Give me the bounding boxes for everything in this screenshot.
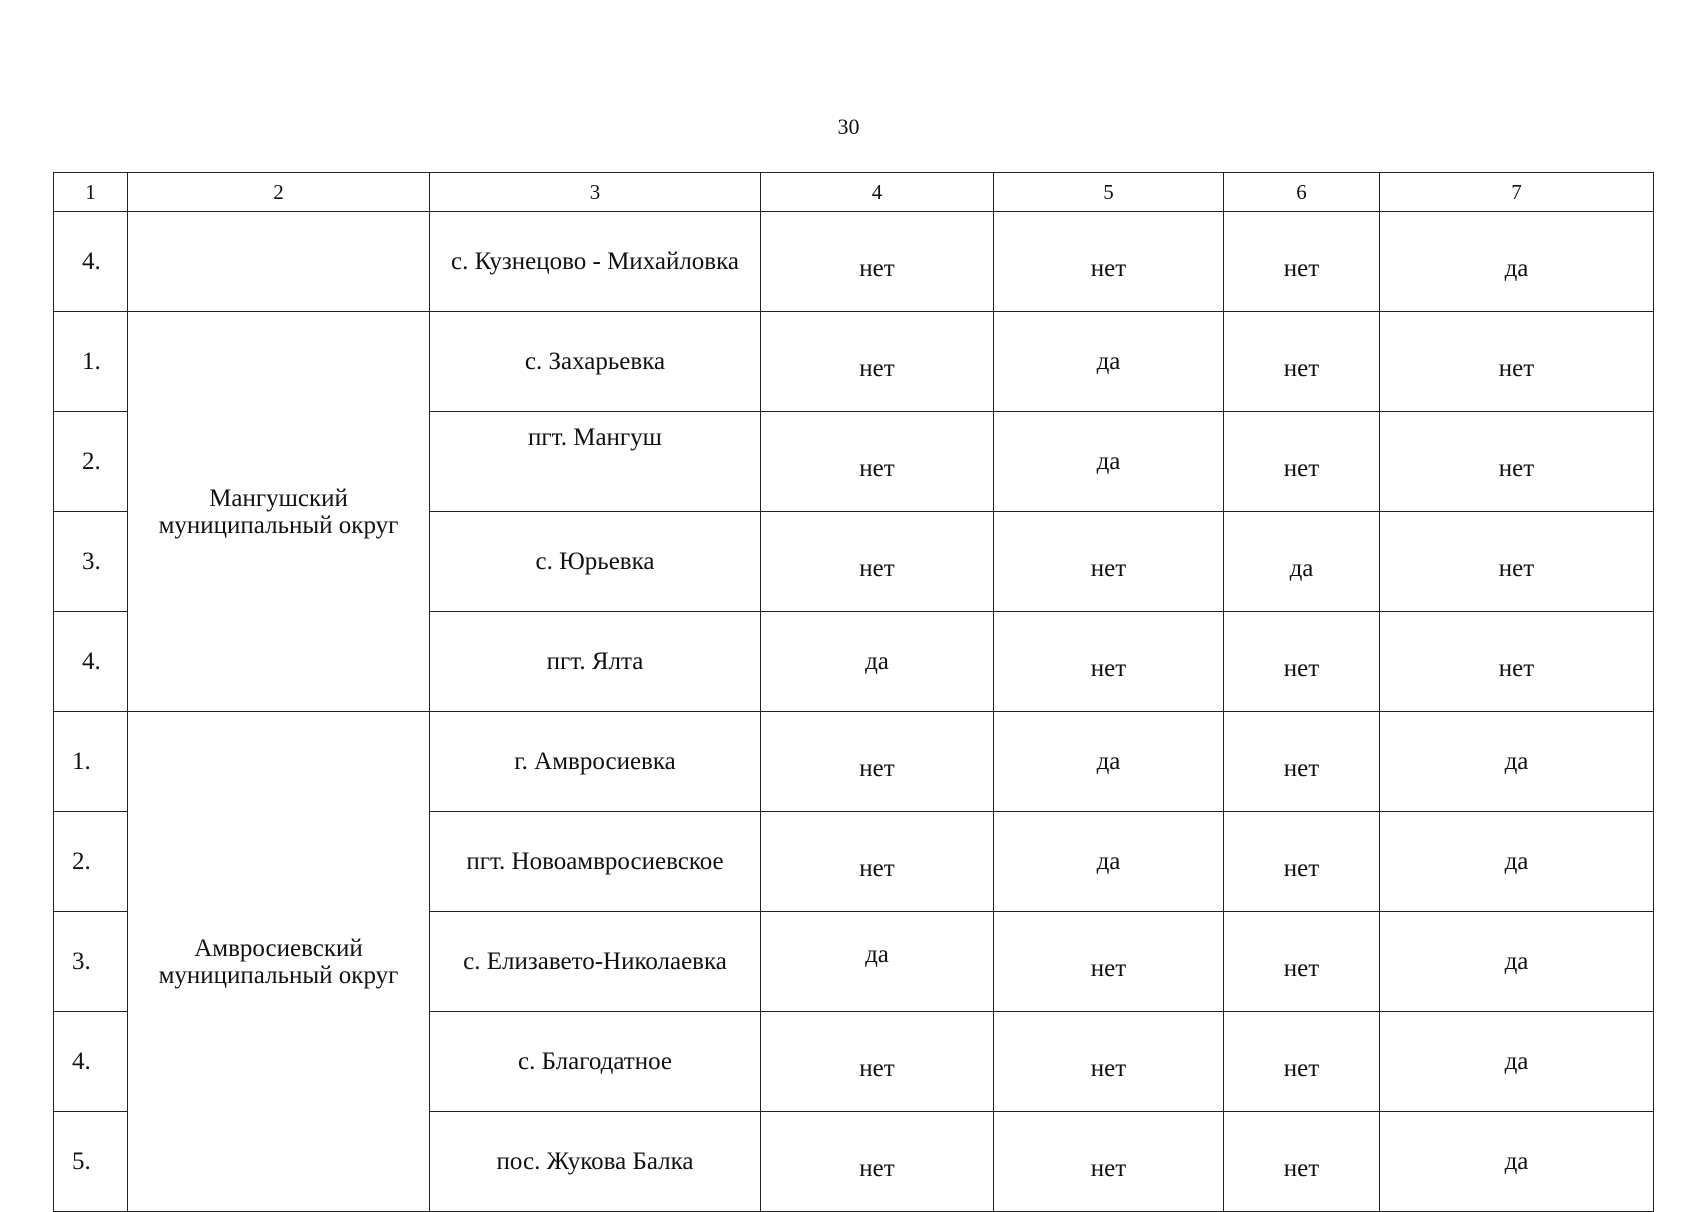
value-col7: нет (1380, 612, 1654, 712)
row-number: 4. (54, 612, 128, 712)
settlement-name: пгт. Новоамвросиевское (430, 812, 761, 912)
table-row (54, 712, 1654, 812)
value-col7: да (1380, 812, 1654, 912)
column-header: 6 (1224, 173, 1380, 212)
value-col4: нет (761, 712, 994, 812)
value-col4: нет (761, 812, 994, 912)
value-col6: нет (1224, 712, 1380, 812)
settlement-name: пгт. Ялта (430, 612, 761, 712)
value-col5: нет (994, 212, 1224, 312)
value-col6: нет (1224, 812, 1380, 912)
value-col6: нет (1224, 312, 1380, 412)
value-col7: нет (1380, 312, 1654, 412)
row-number: 4. (54, 1012, 128, 1112)
value-col4: нет (761, 312, 994, 412)
row-number: 1. (54, 712, 128, 812)
settlement-name: с. Елизавето-Николаевка (430, 912, 761, 1012)
value-col6: нет (1224, 212, 1380, 312)
value-col7: да (1380, 1112, 1654, 1212)
column-header: 7 (1380, 173, 1654, 212)
value-col5: да (994, 312, 1224, 412)
settlement-name: с. Кузнецово - Михайловка (430, 212, 761, 312)
table-row (54, 212, 1654, 312)
district-cell: Мангушский муниципальный округ (128, 312, 430, 712)
settlement-name: пос. Жукова Балка (430, 1112, 761, 1212)
value-col5: да (994, 812, 1224, 912)
value-col5: нет (994, 1012, 1224, 1112)
value-col7: да (1380, 912, 1654, 1012)
value-col6: нет (1224, 1012, 1380, 1112)
value-col7: да (1380, 212, 1654, 312)
row-number: 3. (54, 512, 128, 612)
value-col7: да (1380, 712, 1654, 812)
column-header: 1 (54, 173, 128, 212)
table-row (54, 312, 1654, 412)
value-col4: да (761, 912, 994, 1012)
settlement-name: с. Благодатное (430, 1012, 761, 1112)
row-number: 2. (54, 412, 128, 512)
value-col5: нет (994, 912, 1224, 1012)
value-col6: нет (1224, 612, 1380, 712)
value-col4: нет (761, 412, 994, 512)
settlement-name: с. Захарьевка (430, 312, 761, 412)
column-header: 5 (994, 173, 1224, 212)
value-col5: да (994, 412, 1224, 512)
district-cell: Амвросиевский муниципальный округ (128, 712, 430, 1212)
value-col5: нет (994, 612, 1224, 712)
value-col6: да (1224, 512, 1380, 612)
column-header: 3 (430, 173, 761, 212)
table-header-row (54, 173, 1654, 212)
value-col7: да (1380, 1012, 1654, 1112)
row-number: 1. (54, 312, 128, 412)
value-col6: нет (1224, 912, 1380, 1012)
column-header: 2 (128, 173, 430, 212)
value-col5: да (994, 712, 1224, 812)
value-col4: нет (761, 212, 994, 312)
value-col4: нет (761, 1112, 994, 1212)
district-cell (128, 212, 430, 312)
row-number: 4. (54, 212, 128, 312)
column-header: 4 (761, 173, 994, 212)
value-col4: да (761, 612, 994, 712)
value-col4: нет (761, 1012, 994, 1112)
settlement-name: г. Амвросиевка (430, 712, 761, 812)
value-col5: нет (994, 512, 1224, 612)
value-col5: нет (994, 1112, 1224, 1212)
value-col4: нет (761, 512, 994, 612)
value-col6: нет (1224, 1112, 1380, 1212)
row-number: 5. (54, 1112, 128, 1212)
settlement-name: с. Юрьевка (430, 512, 761, 612)
row-number: 3. (54, 912, 128, 1012)
value-col6: нет (1224, 412, 1380, 512)
value-col7: нет (1380, 512, 1654, 612)
value-col7: нет (1380, 412, 1654, 512)
settlements-table (53, 172, 1654, 1212)
settlement-name: пгт. Мангуш (430, 412, 761, 512)
page-number: 30 (837, 114, 860, 139)
row-number: 2. (54, 812, 128, 912)
